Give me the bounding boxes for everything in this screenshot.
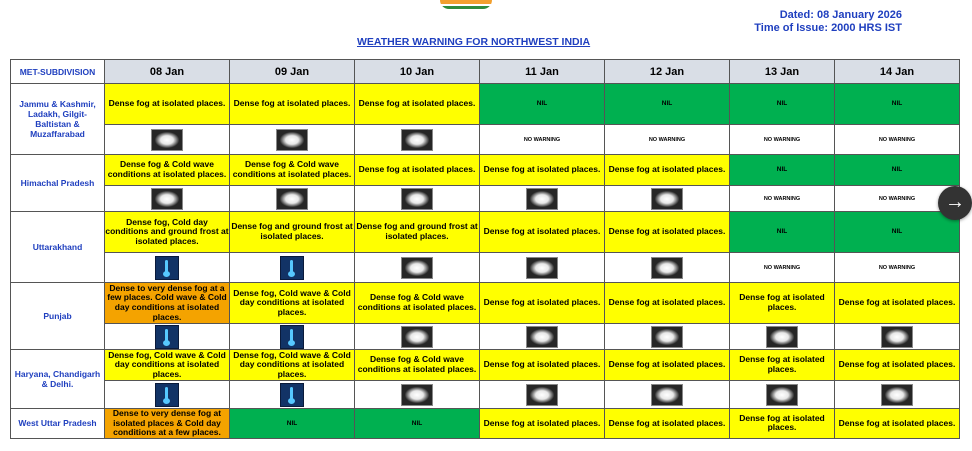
fog-icon xyxy=(401,326,433,348)
warning-cell: Dense fog & Cold wave conditions at isolated places. xyxy=(355,350,480,381)
icon-row xyxy=(11,381,960,409)
icon-cell xyxy=(105,253,230,283)
fog-icon xyxy=(881,326,913,348)
warning-cell: Dense fog at isolated places. xyxy=(480,283,605,324)
warning-cell: Dense fog at isolated places. xyxy=(605,212,730,253)
warning-cell: NIL xyxy=(835,155,960,186)
warning-row xyxy=(11,212,960,253)
frost-icon xyxy=(155,383,179,407)
warning-cell: NIL xyxy=(730,84,835,125)
fog-icon xyxy=(766,326,798,348)
frost-icon xyxy=(280,325,304,349)
icon-cell xyxy=(730,324,835,350)
icon-row xyxy=(11,125,960,155)
icon-cell xyxy=(355,253,480,283)
no-warning-label: NO WARNING xyxy=(730,186,835,212)
warning-cell: Dense fog at isolated places. xyxy=(605,283,730,324)
icon-cell xyxy=(105,186,230,212)
fog-icon xyxy=(276,188,308,210)
fog-icon xyxy=(526,188,558,210)
no-warning-label: NO WARNING xyxy=(835,253,960,283)
warning-cell: NIL xyxy=(835,212,960,253)
icon-cell xyxy=(730,381,835,409)
no-warning-label: NO WARNING xyxy=(730,125,835,155)
warning-cell: NIL xyxy=(730,155,835,186)
subdivision-name: Punjab xyxy=(11,283,105,350)
imd-logo xyxy=(440,0,492,9)
warning-cell: Dense fog at isolated places. xyxy=(105,84,230,125)
warning-row xyxy=(11,409,960,439)
fog-icon xyxy=(401,188,433,210)
warning-row xyxy=(11,84,960,125)
fog-icon xyxy=(651,257,683,279)
day-header: 12 Jan xyxy=(605,60,730,84)
warning-cell: NIL xyxy=(605,84,730,125)
icon-row xyxy=(11,253,960,283)
day-header: 13 Jan xyxy=(730,60,835,84)
icon-cell xyxy=(605,324,730,350)
page-title: WEATHER WARNING FOR NORTHWEST INDIA xyxy=(357,36,591,48)
fog-icon xyxy=(766,384,798,406)
header-row xyxy=(11,60,960,84)
fog-icon xyxy=(401,129,433,151)
icon-cell xyxy=(480,253,605,283)
subdivision-name: Himachal Pradesh xyxy=(11,155,105,212)
fog-icon xyxy=(526,257,558,279)
icon-cell xyxy=(230,186,355,212)
warning-cell: Dense fog at isolated places. xyxy=(605,409,730,439)
day-header: 08 Jan xyxy=(105,60,230,84)
warning-row xyxy=(11,155,960,186)
warning-cell: Dense fog at isolated places. xyxy=(480,155,605,186)
warning-cell: Dense fog at isolated places. xyxy=(730,283,835,324)
warning-cell: Dense fog at isolated places. xyxy=(835,283,960,324)
warning-cell: Dense fog at isolated places. xyxy=(230,84,355,125)
warning-cell: Dense fog at isolated places. xyxy=(730,409,835,439)
subdivision-name: Jammu & Kashmir, Ladakh, Gilgit-Baltistan & Muzaffarabad xyxy=(11,84,105,155)
subdivision-name: Uttarakhand xyxy=(11,212,105,283)
day-header: 10 Jan xyxy=(355,60,480,84)
warning-cell: NIL xyxy=(835,84,960,125)
fog-icon xyxy=(151,129,183,151)
icon-cell xyxy=(355,324,480,350)
no-warning-label: NO WARNING xyxy=(480,125,605,155)
warning-cell: Dense fog, Cold wave & Cold day conditions at isolated places. xyxy=(230,283,355,324)
fog-icon xyxy=(526,384,558,406)
day-header: 11 Jan xyxy=(480,60,605,84)
fog-icon xyxy=(651,384,683,406)
warning-cell: Dense fog & Cold wave conditions at isolated places. xyxy=(105,155,230,186)
icon-cell xyxy=(105,381,230,409)
warning-cell: Dense fog at isolated places. xyxy=(835,350,960,381)
next-arrow-button[interactable]: → xyxy=(938,186,972,220)
no-warning-label: NO WARNING xyxy=(835,186,960,212)
subdivision-name: Haryana, Chandigarh & Delhi. xyxy=(11,350,105,409)
warning-cell: NIL xyxy=(480,84,605,125)
icon-cell xyxy=(105,125,230,155)
warning-cell: Dense to very dense fog at a few places. Cold wave & Cold day conditions at isolated places. xyxy=(105,283,230,324)
day-header: 09 Jan xyxy=(230,60,355,84)
warning-cell: Dense fog, Cold wave & Cold day conditions at isolated places. xyxy=(105,350,230,381)
warning-cell: Dense fog and ground frost at isolated places. xyxy=(230,212,355,253)
icon-cell xyxy=(605,186,730,212)
icon-cell xyxy=(355,125,480,155)
fog-icon xyxy=(881,384,913,406)
icon-cell xyxy=(480,381,605,409)
warning-cell: NIL xyxy=(230,409,355,439)
fog-icon xyxy=(526,326,558,348)
issue-info xyxy=(754,9,902,35)
icon-cell xyxy=(230,125,355,155)
icon-cell xyxy=(230,253,355,283)
warning-cell: Dense fog at isolated places. xyxy=(480,212,605,253)
icon-cell xyxy=(605,381,730,409)
day-header: 14 Jan xyxy=(835,60,960,84)
warning-cell: Dense fog at isolated places. xyxy=(355,84,480,125)
icon-cell xyxy=(230,381,355,409)
fog-icon xyxy=(651,188,683,210)
warning-cell: Dense fog, Cold wave & Cold day conditions at isolated places. xyxy=(230,350,355,381)
warning-cell: Dense fog at isolated places. xyxy=(605,350,730,381)
warning-row xyxy=(11,283,960,324)
fog-icon xyxy=(276,129,308,151)
issue-time-text: Time of Issue: 2000 HRS IST xyxy=(754,22,902,34)
icon-cell xyxy=(480,186,605,212)
icon-row xyxy=(11,324,960,350)
no-warning-label: NO WARNING xyxy=(835,125,960,155)
warning-cell: Dense fog and ground frost at isolated places. xyxy=(355,212,480,253)
warning-cell: Dense fog, Cold day conditions and ground frost at isolated places. xyxy=(105,212,230,253)
warning-table xyxy=(10,59,960,439)
warning-cell: Dense fog at isolated places. xyxy=(480,409,605,439)
icon-cell xyxy=(480,324,605,350)
fog-icon xyxy=(151,188,183,210)
icon-cell xyxy=(355,381,480,409)
frost-icon xyxy=(155,325,179,349)
no-warning-label: NO WARNING xyxy=(605,125,730,155)
frost-icon xyxy=(155,256,179,280)
warning-cell: NIL xyxy=(730,212,835,253)
warning-cell: Dense to very dense fog at isolated places & Cold day conditions at a few places. xyxy=(105,409,230,439)
icon-cell xyxy=(230,324,355,350)
frost-icon xyxy=(280,383,304,407)
icon-cell xyxy=(835,324,960,350)
dated-text: Dated: 08 January 2026 xyxy=(779,9,902,21)
warning-cell: Dense fog at isolated places. xyxy=(355,155,480,186)
warning-cell: NIL xyxy=(355,409,480,439)
warning-cell: Dense fog at isolated places. xyxy=(605,155,730,186)
warning-row xyxy=(11,350,960,381)
icon-row xyxy=(11,186,960,212)
warning-cell: Dense fog at isolated places. xyxy=(730,350,835,381)
subdivision-name: West Uttar Pradesh xyxy=(11,409,105,439)
warning-cell: Dense fog at isolated places. xyxy=(480,350,605,381)
corner-header: MET-SUBDIVISION xyxy=(11,60,105,84)
warning-cell: Dense fog & Cold wave conditions at isolated places. xyxy=(355,283,480,324)
fog-icon xyxy=(401,257,433,279)
icon-cell xyxy=(105,324,230,350)
warning-cell: Dense fog & Cold wave conditions at isolated places. xyxy=(230,155,355,186)
no-warning-label: NO WARNING xyxy=(730,253,835,283)
icon-cell xyxy=(605,253,730,283)
warning-cell: Dense fog at isolated places. xyxy=(835,409,960,439)
fog-icon xyxy=(651,326,683,348)
frost-icon xyxy=(280,256,304,280)
icon-cell xyxy=(355,186,480,212)
icon-cell xyxy=(835,381,960,409)
fog-icon xyxy=(401,384,433,406)
